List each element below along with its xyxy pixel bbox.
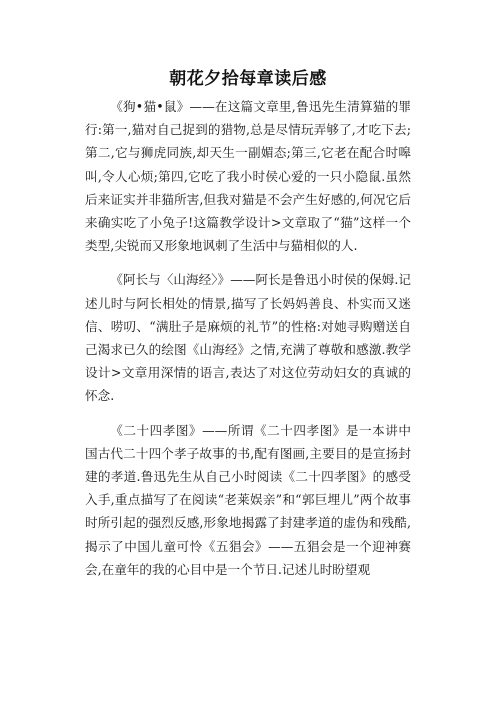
document-body xyxy=(85,95,411,592)
paragraph-dog-cat-mouse: 《狗•猫•鼠》——在这篇文章里,鲁迅先生清算猫的罪行:第一,猫对自己捉到的猎物,总是尽情玩弄够了,才吃下去;第二,它与狮虎同族,却天生一副媚态;第三,它老在配合时嗥叫,令人心烦;第四,它吃了我小时侯心爱的一只小隐鼠.虽然后来证实并非猫所害,但我对猫是不会产生好感的,何况它后来确实吃了小兔子!这篇教学设计>文章取了“猫”这样一个类型,尖锐而又形象地讽刺了生活中与猫相似的人. xyxy=(85,99,411,254)
paragraph-a-chang-shanhaijing: 《阿长与〈山海经〉》——阿长是鲁迅小时侯的保姆.记述儿时与阿长相处的情景,描写了长妈妈善良、朴实而又迷信、唠叨、“满肚子是麻烦的礼节”的性格:对她寻购赠送自己渴求已久的绘图《山海经》之情,充满了尊敬和感激.教学设计>文章用深情的语言,表达了对这位劳动妇女的真诚的怀念. xyxy=(85,272,411,404)
document-title: 朝花夕拾每章读后感 xyxy=(169,69,327,89)
paragraph-twenty-four-filial: 《二十四孝图》——所谓《二十四孝图》是一本讲中国古代二十四个孝子故事的书,配有图画,主要目的是宣扬封建的孝道.鲁迅先生从自己小时阅读《二十四孝图》的感受入手,重点描写了在阅读“老莱娱亲”和“郭巨埋儿”两个故事时所引起的强烈反感,形象地揭露了封建孝道的虚伪和残酷,揭示了中国儿童可怜《五猖会》——五猖会是一个迎神赛会,在童年的我的心目中是一个节日.记述儿时盼望观 xyxy=(85,422,411,577)
